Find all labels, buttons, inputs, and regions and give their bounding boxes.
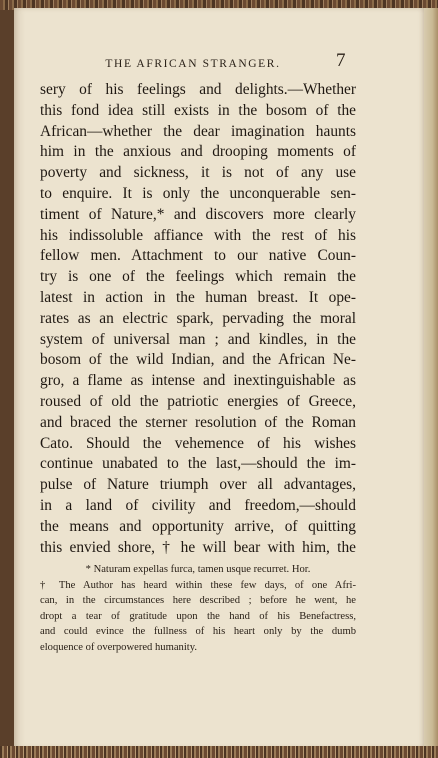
book-binding-bottom <box>0 746 438 758</box>
text-line: timent of Nature,* and discovers more clearly <box>40 205 356 223</box>
text-line: fellow men. Attachment to our native Coun- <box>40 247 356 265</box>
text-line: Cato. Should the vehemence of his wishes <box>40 434 356 452</box>
text-line: gro, a flame as intense and inextinguishable as <box>40 372 356 390</box>
text-line: this envied shore, † he will bear with him, the <box>40 538 356 556</box>
body-text <box>40 80 356 558</box>
text-line: in a land of civility and freedom,—should <box>40 496 356 514</box>
footnote-line: can, in the circumstances here described ; before he went, he <box>40 595 356 607</box>
page-edges <box>424 8 438 748</box>
text-line: continue unabated to the last,—should the im- <box>40 455 356 473</box>
text-line: latest in action in the human breast. It ope- <box>40 288 356 306</box>
text-line: try is one of the feelings which remain the <box>40 268 356 286</box>
footnote-line: dropt a tear of gratitude upon the hand of his Benefactress, <box>40 610 356 622</box>
footnote-asterisk: * Naturam expellas furca, tamen usque recurret. Hor. <box>85 564 311 575</box>
footnotes <box>40 562 356 656</box>
page-number: 7 <box>336 50 346 71</box>
running-head: THE AFRICAN STRANGER. <box>105 58 281 70</box>
text-line: pulse of Nature triumph over all advantages, <box>40 476 356 494</box>
text-line: to enquire. It is only the unconquerable sen- <box>40 184 356 202</box>
text-line: his indissoluble affiance with the rest of his <box>40 226 356 244</box>
text-line: him in the anxious and drooping moments of <box>40 143 356 161</box>
text-line: the means and opportunity arrive, of quitting <box>40 517 356 535</box>
text-line: roused of old the patriotic energies of Greece, <box>40 392 356 410</box>
text-line: and braced the sterner resolution of the Roman <box>40 413 356 431</box>
text-line: this fond idea still exists in the bosom of the <box>40 101 356 119</box>
footnote-line: eloquence of overpowered humanity. <box>40 641 197 653</box>
text-line: sery of his feelings and delights.—Whether <box>40 81 356 98</box>
footnote-line: and could evince the fullness of his heart only by the dumb <box>40 626 356 638</box>
text-line: rates as an electric spark, pervading the moral <box>40 309 356 327</box>
text-line: system of universal man ; and kindles, in the <box>40 330 356 348</box>
text-line: bosom of the wild Indian, and the African Ne- <box>40 351 356 369</box>
text-line: poverty and sickness, it is not of any use <box>40 164 356 182</box>
text-line: African—whether the dear imagination haunts <box>40 122 356 140</box>
footnote-dagger: † The Author has heard within these few days, of one Afri- <box>40 579 356 591</box>
